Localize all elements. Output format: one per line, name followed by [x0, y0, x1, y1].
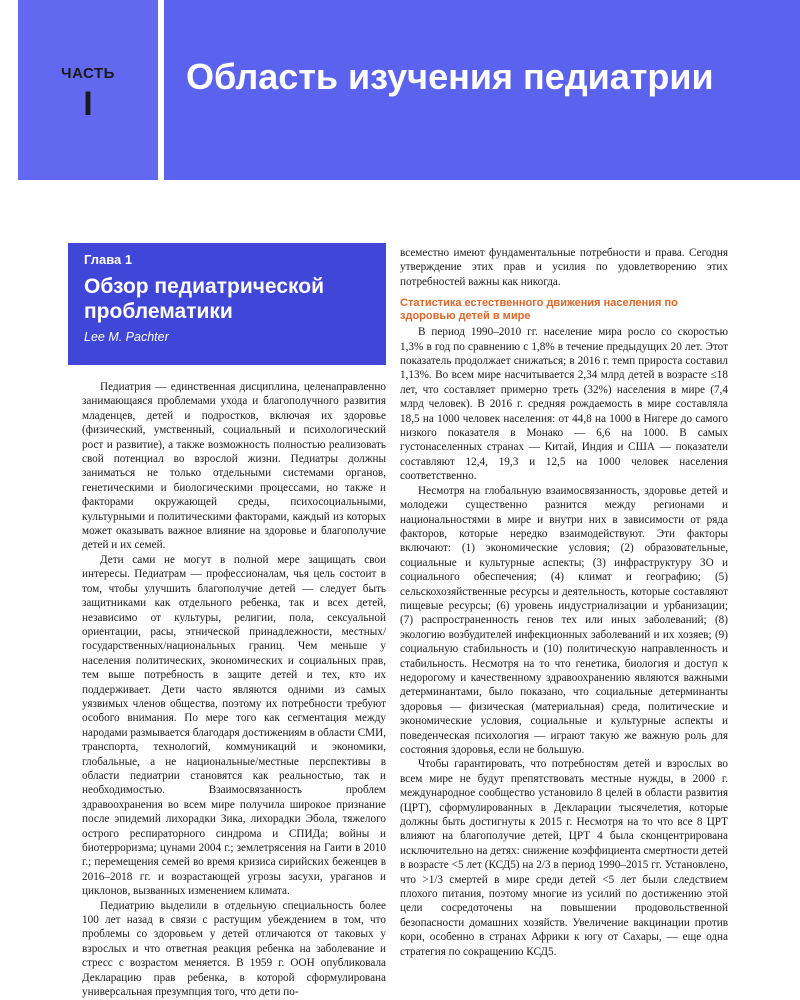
part-number: I — [83, 85, 93, 123]
chapter-title: Обзор педиатрической проблематики — [84, 275, 324, 323]
body-paragraph: Несмотря на глобальную взаимосвязанность, здоровье детей и молодежи существенно разнится между регионами и национальностями в мире и внутри них в зависимости от ряда факторов, которые нередко взаимодействуют. Эти факторы включают: (1) экономические условия; (2) образовательные, социальные и культурные аспекты; (3) инфраструктуру ЗО и социального обеспечения; (4) климат и географию; (5) сельскохозяйственные ресурсы и деятельность, которые составляют пищевые ресурсы; (6) уровень индустриализации и урбанизации; (7) распространенность генов тех или иных заболеваний; (8) экологию возбудителей инфекционных заболеваний и их хозяев; (9) социальную стабильность и (10) политическую направленность и стабильность. Несмотря на то что генетика, биология и доступ к недорогому и качественному здравоохранению являются важными детерминантами, было показано, что социальные детерминанты здоровья — физическая (материальная) среда, политические и экономические условия, социальные и культурные аспекты и поведенческая психология — играют такую же важную роль для состояния здоровья, если не большую. — [400, 484, 728, 756]
body-paragraph: Дети сами не могут в полной мере защищать свои интересы. Педиатрам — профессионалам, чья цель состоит в том, чтобы улучшить благополучие детей — следует быть защитниками как отдельного ребенка, так и всех детей, независимо от культуры, религии, пола, сексуальной ориентации, расы, этнической принадлежности, местных/государственных/национальных границ. Чем меньше у населения политических, экономических и социальных прав, тем выше потребность в защите детей и тех, кто их поддерживает. Дети часто являются одними из самых уязвимых членов общества, поэтому их потребности требуют особого внимания. По мере того как сегментация между народами размывается благодаря достижениям в области СМИ, транспорта, технологий, коммуникаций и экономики, глобальные, а не национальные/местные перспективы в области педиатрии становятся как реальностью, так и необходимостью. Взаимосвязанность проблем здравоохранения во всем мире получила широкое признание после эпидемий лихорадки Зика, лихорадки Эбола, тяжелого острого респираторного синдрома и СПИДа; войны и биотерроризма; цунами 2004 г.; землетрясения на Гаити в 2010 г.; перемещения семей во время кризиса сирийских беженцев в 2016–2018 гг. и возрастающей угрозы засухи, ураганов и циклонов, вызванных изменением климата. — [82, 553, 387, 898]
section-heading: Статистика естественного движения населения по здоровью детей в мире — [400, 297, 678, 323]
right-column — [400, 246, 728, 959]
continued-paragraph: всеместно имеют фундаментальные потребности и права. Сегодня утверждение этих прав и усилия по удовлетворению этих потребностей важны как никогда. — [400, 247, 728, 288]
body-paragraph: Педиатрию выделили в отдельную специальность более 100 лет назад в связи с растущим убеждением в том, что проблемы со здоровьем у детей отличаются от таковых у взрослых и что ответная реакция ребенка на заболевание и стресс с возрастом меняется. В 1959 г. ООН опубликовала Декларацию прав ребенка, в которой сформулирована универсальная презумпция того, что дети по- — [82, 899, 386, 999]
body-paragraph: Педиатрия — единственная дисциплина, целенаправленно занимающаяся проблемами ухода и благополучного развития младенцев, детей и подростков, включая их здоровье (физический, умственный, социальный и психологический рост и развитие), а также возможность полностью реализовать свой потенциал во взрослой жизни. Педиатры должны заниматься не только отдельными системами органов, генетическими и биологическими процессами, но также и факторами окружающей среды, психосоциальными, культурными и политическими факторами, каждый из которых может оказывать важное влияние на здоровье и благополучие детей и их семей. — [82, 381, 386, 552]
chapter-label: Глава 1 — [84, 252, 133, 267]
chapter-author: Lee M. Pachter — [84, 330, 169, 344]
part-label: ЧАСТЬ — [61, 65, 115, 82]
body-paragraph: В период 1990–2010 гг. население мира росло со скоростью 1,3% в год по сравнению с 1,8% в течение предыдущих 20 лет. Этот показатель продолжает снижаться; в 2016 г. темп прироста составил 1,13%. Во всем мире насчитывается 2,34 млрд детей в возрасте ≤18 лет, что составляет примерно треть (32%) населения в мире (7,4 млрд человек). В 2016 г. средняя рождаемость в мире составляла 18,5 на 1000 человек населения: от 44,8 на 1000 в Нигере до самого низкого показателя в Монако — 6,6 на 1000. В самых густонаселенных странах — Китай, Индия и США — показатели составляют 12,4, 19,3 и 12,5 на 1000 человек населения соответственно. — [400, 326, 728, 483]
part-divider — [158, 0, 164, 180]
chapter-header — [68, 243, 386, 365]
part-title: Область изучения педиатрии — [186, 56, 714, 97]
body-paragraph: Чтобы гарантировать, что потребностям детей и взрослых во всем мире не будут препятствовать местные нужды, в 2000 г. международное сообщество установило 8 целей в области развития (ЦРТ), сформулированных в Декларации тысячелетия, которые должны быть достигнуты к 2015 г. Несмотря на то что все 8 ЦРТ влияют на благополучие детей, ЦРТ 4 была сконцентрирована исключительно на детях: снижение коэффициента смертности детей в возрасте <5 лет (КСД5) на 2/3 в период 1990–2015 гг. Установлено, что >1/3 смертей в мире среди детей <5 лет были следствием плохого питания, поэтому многие из усилий по достижению этой цели сосредоточены на повышении продовольственной безопасности домашних хозяйств. Увеличение вакцинации против кори, особенно в странах Африки к югу от Сахары, — еще одна стратегия по сокращению КСД5. — [400, 758, 728, 958]
left-column — [82, 380, 386, 999]
